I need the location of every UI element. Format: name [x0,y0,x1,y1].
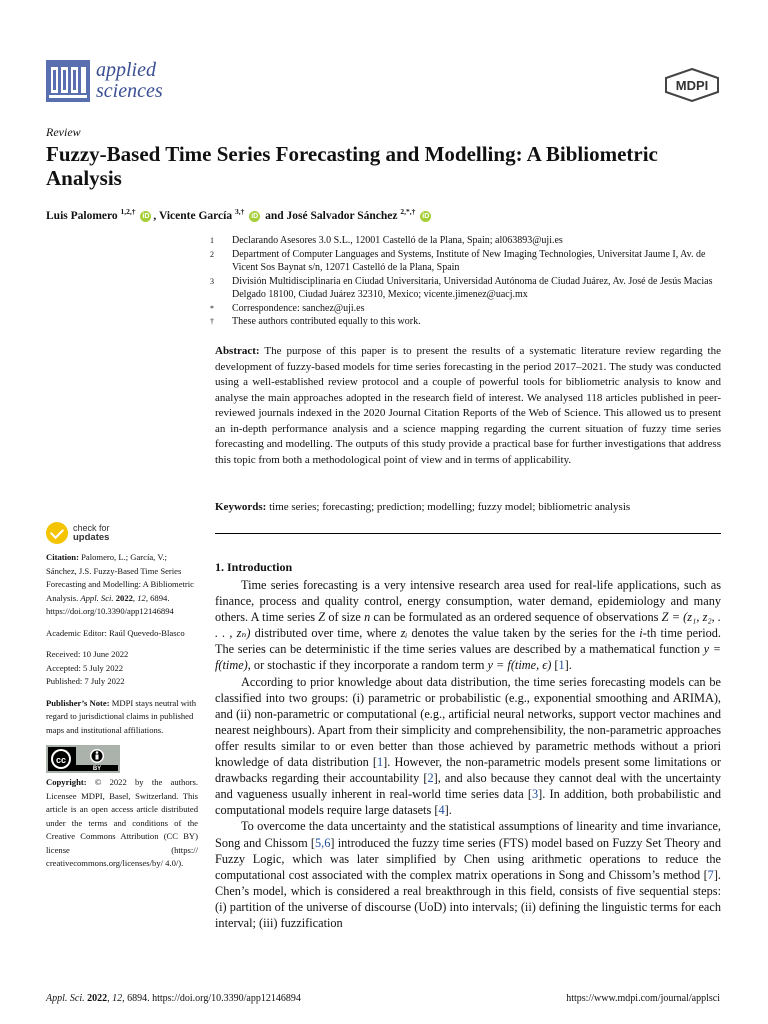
section-heading: 1. Introduction [215,560,293,574]
citation-year: 2022 [115,592,133,603]
author-name[interactable]: José Salvador Sánchez [286,209,398,222]
author-name[interactable]: Vicente García [158,209,233,222]
affiliation-text: Declarando Asesores 3.0 S.L., 12001 Castelló de la Plana, Spain; al063893@uji.es [232,235,563,246]
affiliation-text: Department of Computer Languages and Systems, Institute of New Imaging Technologies, Universitat Jaume I, Av. de Vicent Sos Baynat s/n, 12071 Castelló de la Plana, Spain [232,248,706,273]
svg-text:cc: cc [55,755,67,765]
article-title: Fuzzy-Based Time Series Forecasting and Modelling: A Bibliometric Analysis [46,142,658,190]
copyright-block [46,776,198,871]
text-run: ]. [444,803,452,818]
citation-volume: 12 [137,592,146,603]
footer-citation: Appl. Sci. 2022, 12, 6894. https://doi.org/10.3390/app12146894 [46,993,301,1004]
journal-name-line1: applied [96,59,156,81]
copyright-text: © 2022 by the authors. Licensee MDPI, Basel, Switzerland. This article is an open access article distributed under the terms and conditions of the Creative Commons Attribution (CC BY) license (https:// creativecommons.org/licenses/by/ 4.0/). [46,777,198,868]
text-run: [ [551,658,559,673]
publisher-note-label: Publisher’s Note: [46,697,110,708]
affiliation-mark: † [210,317,214,326]
footer-journal: Appl. Sci. [46,993,85,1004]
text-run: , or stochastic if they incorporate a random term [247,658,488,673]
text-run: -th time period. The series can be deterministic if the time series values are described by a mathematical function [215,626,722,657]
cc-by-license-icon[interactable] [46,745,120,773]
intro-body [215,577,721,931]
text-run: can be formulated as an ordered sequence of observations [370,610,662,625]
received-date: Received: 10 June 2022 [46,649,129,659]
accepted-date: Accepted: 5 July 2022 [46,662,124,673]
affiliation-item [210,302,720,316]
check-for-updates-text [73,524,110,542]
dates-block [46,648,198,689]
footer-year: 2022 [87,993,108,1004]
affiliation-mark: * [210,303,214,313]
publisher-note-text: MDPI stays neutral with regard to jurisdictional claims in published maps and institutional affiliations. [46,697,196,735]
citation-doi[interactable]: , 6894. https://doi.org/10.3390/app12146894 [46,592,174,616]
affiliation-item [210,315,720,329]
math-expr: y = f(time, ϵ) [487,658,552,673]
citation-link[interactable]: 5,6 [315,835,331,850]
text-run: denotes the value taken by the series for the [407,626,640,641]
publisher-note [46,697,198,738]
text-run: ]. [564,658,572,673]
author-name[interactable]: Luis Palomero [46,209,118,222]
paragraph [215,674,721,819]
cc-label: BY [92,766,102,772]
author-marks: 3,† [234,207,245,216]
text-run: According to prior knowledge about data distribution, the time series forecasting models can be classified into two groups: (i) parametric or probabilistic (e.g., exponential smoothing and ARIMA), and (ii) non-parametric or computational (e.g., artificial neural networks, support vector machines and nearest neighbours). Apart from their simplicity and comprehensibility, the non-parametric approaches offer results similar to or even better than those achieved by parametric methods without a priori knowledge of data distribution [ [215,674,721,770]
mdpi-logo-text: MDPI [675,78,709,93]
journal-name [96,60,163,102]
author-separator: and [262,209,287,222]
citation-link[interactable]: 3 [532,787,539,802]
citation-journal: Appl. Sci. [80,592,114,603]
author-separator: , [153,209,159,222]
text-run: ]. However, the non-parametric models present some limitations or drawbacks regarding their accountability [ [215,755,721,786]
footer-volume: 12 [112,993,123,1004]
citation-link[interactable]: 1 [558,658,565,673]
citation-label: Citation: [46,552,79,562]
text-run: ]. In addition, both probabilistic and computational models require large datasets [ [215,787,721,818]
text-run: ]. Chen’s model, which is considered a real breakthrough in this field, consists of five sequential steps: (i) partition of the universe of discourse (UoD) into intervals; (ii) defining the linguistic terms for each interval; (iii) fuzzification [215,867,721,930]
orcid-icon[interactable]: iD [422,212,430,220]
copyright-label: Copyright: [46,777,87,787]
journal-name-line2: sciences [96,80,163,102]
footer-doi[interactable]: , 6894. https://doi.org/10.3390/app12146894 [122,993,301,1004]
text-run: of size [325,610,365,625]
affiliation-mark: 1 [210,236,214,245]
citation-text: Palomero, L.; García, V.; Sánchez, J.S. Fuzzy-Based Time Series Forecasting and Modelling: A Bibliometric Analysis. [46,552,194,603]
text-run: ] introduced the fuzzy time series (FTS) model based on Fuzzy Set Theory and Fuzzy Logic, which was later simplified by Chen using arithmetic operations to reduce the computational cost associated with the complex matrix operations in Song and Chissom’s method [ [215,835,721,882]
published-date: Published: 7 July 2022 [46,676,125,686]
article-type: Review [46,125,81,139]
citation-link[interactable]: 7 [707,867,714,882]
text-run: ], and also because they cannot deal with the uncertainty and vagueness usually inherent in real-world time series data [ [215,771,721,802]
affiliation-text: Correspondence: sanchez@uji.es [232,302,365,314]
citation-link[interactable]: 4 [438,803,445,818]
math-var: n [364,610,371,625]
keywords [215,500,721,515]
affiliation-list [210,234,720,329]
journal-emblem-icon [46,60,90,102]
affiliation-mark: 2 [210,249,214,259]
check-line1: check for [73,523,110,533]
journal-logo[interactable] [46,60,163,102]
check-for-updates-badge[interactable] [46,522,198,544]
affiliation-text: These authors contributed equally to this work. [232,316,421,327]
paragraph [215,577,721,674]
math-expr: Z = (z₁, z₂, . . . , zₙ) [215,610,722,641]
text-run: To overcome the data uncertainty and the statistical assumptions of linearity and time invariance, Song and Chissom [ [215,819,721,850]
abstract-text: The purpose of this paper is to present the results of a systematic literature review regarding the development of fuzzy-based models for time series forecasting in the period 2017–2021. The study was conducted using a well-established review protocol and a couple of powerful tools for bibliometric analysis to know and analyse the main approaches adopted in the research field of interest. We analysed 118 articles published in peer-reviewed journals indexed in the 2020 Journal Citation Reports of the Web of Science. This allowed us to present an in-depth performance analysis and a science mapping regarding the current situation of fuzzy time series forecasting and modelling. The outputs of this study provide a practical base for further investigations that address this topic from both a methodological point of view and in terms of applicability. [215,345,721,466]
mdpi-logo-icon[interactable] [664,68,720,102]
math-var: zᵢ [400,626,408,641]
affiliation-item [210,234,720,248]
keywords-text: time series; forecasting; prediction; modelling; fuzzy model; bibliometric analysis [269,501,631,513]
text-run: distributed over time, where [250,626,401,641]
check-line2: updates [73,532,110,543]
author-marks: 2,*,† [400,207,416,216]
keywords-label: Keywords: [215,501,267,513]
abstract-label: Abstract: [215,345,260,357]
abstract [215,344,721,468]
orcid-icon[interactable]: iD [251,212,259,220]
math-expr: y = f(time) [215,642,721,673]
orcid-icon[interactable]: iD [142,212,150,220]
paragraph [215,818,721,931]
sidebar [46,522,198,871]
divider [215,533,721,534]
citation-link[interactable]: 2 [427,771,434,786]
academic-editor: Academic Editor: Raúl Quevedo-Blasco [46,627,185,638]
affiliation-item [210,275,720,302]
footer-journal-url[interactable]: https://www.mdpi.com/journal/applsci [566,993,720,1004]
author-marks: 1,2,† [120,207,136,216]
affiliation-text: División Multidisciplinaria en Ciudad Universitaria, Universidad Autónoma de Ciudad Juárez, Av. José de Jesús Macias Delgado 18100, Ciudad Juárez 32310, Mexico; vicente.jimenez@uacj.mx [232,275,713,300]
math-var: Z [318,610,326,625]
text-run: Time series forecasting is a very intensive research area used for real-life applications, such as finance, process and quality control, energy consumption, water demand, epidemiology and many others. A time series [215,578,721,625]
affiliation-mark: 3 [210,276,214,286]
citation-link[interactable]: 1 [377,755,384,770]
author-list [46,207,433,222]
citation-block: Citation: Palomero, L.; García, V.; Sánchez, J.S. Fuzzy-Based Time Series Forecasting and Modelling: A Bibliometric Analysis. Appl. Sci. 2022, 12, 6894. https://doi.org/10.3390/app12146894 [46,552,194,616]
math-var: i [639,626,643,641]
affiliation-item [210,248,720,275]
check-circle-icon [46,522,68,544]
